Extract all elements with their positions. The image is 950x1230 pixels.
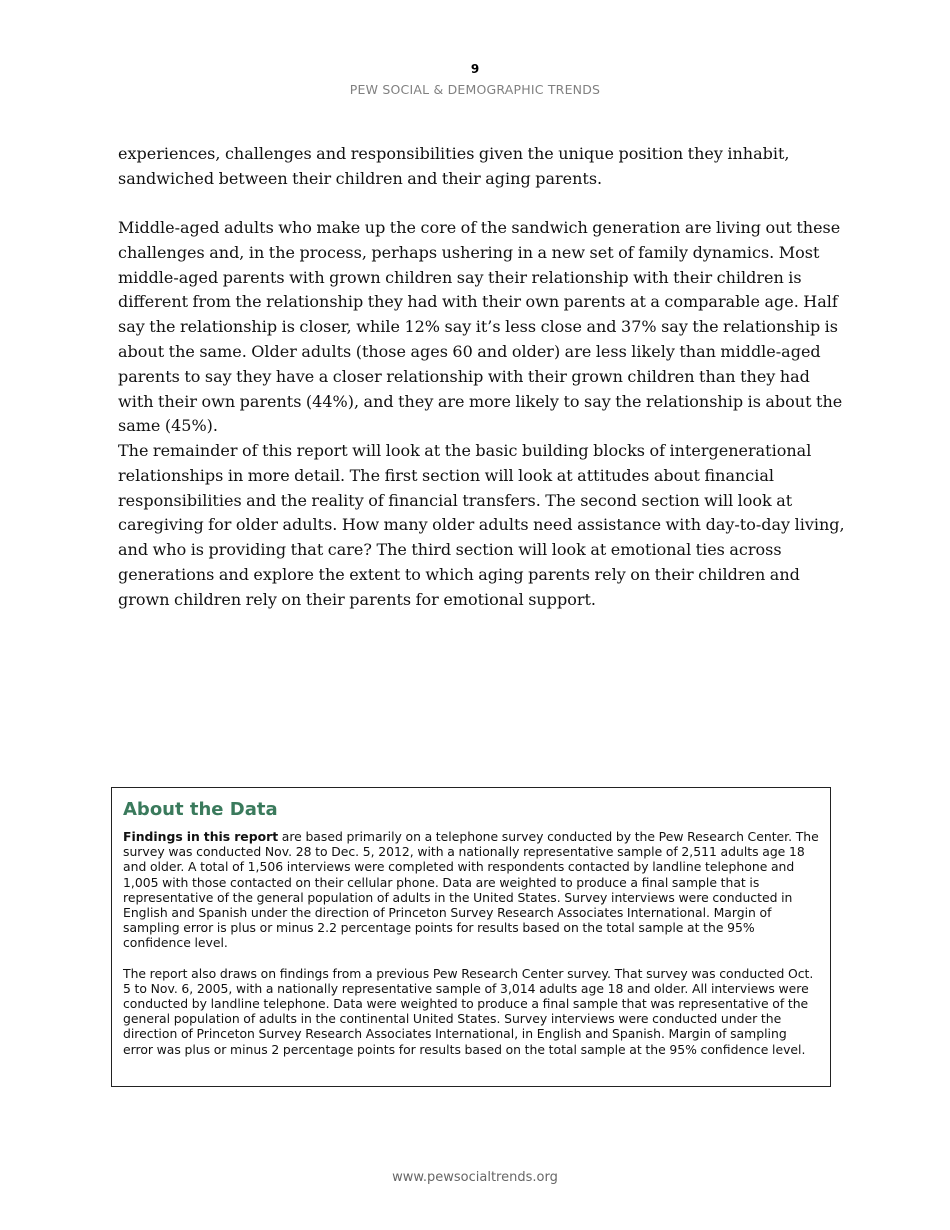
about-box-paragraph-1-text: are based primarily on a telephone survey conducted by the Pew Research Center. The survey was conducted Nov. 28 to Dec. 5, 2012, with a nationally representative sample of 2,511 adults age 18 and older. A total of 1,506 interviews were completed with respondents contacted by landline telephone and 1,005 with those contacted on their cellular phone. Data are weighted to produce a final sample that is representative of the general population of adults in the United States. Survey interviews were conducted in English and Spanish under the direction of Princeton Survey Research Associates International. Margin of sampling error is plus or minus 2.2 percentage points for results based on the total sample at the 95% confidence level. — [123, 829, 819, 951]
body-paragraph-3: The remainder of this report will look at the basic building blocks of intergenerational relationships in more detail. The first section will look at attitudes about financial responsibilities and the reality of financial transfers. The second section will look at caregiving for older adults. How many older adults need assistance with day-to-day living, and who is providing that care? The third section will look at emotional ties across generations and explore the extent to which aging parents rely on their children and grown children rely on their parents for emotional support. — [118, 441, 845, 609]
about-box-paragraph-1 — [123, 829, 820, 951]
page-number: 9 — [470, 62, 480, 76]
footer-url: www.pewsocialtrends.org — [392, 1170, 558, 1185]
about-box-title: About the Data — [123, 799, 278, 820]
body-paragraph-1: experiences, challenges and responsibilities given the unique position they inhabit, sandwiched between their children and their aging parents. — [118, 144, 790, 188]
about-the-data-box — [111, 787, 831, 1087]
about-box-paragraph-2: The report also draws on findings from a previous Pew Research Center survey. That survey was conducted Oct. 5 to Nov. 6, 2005, with a nationally representative sample of 3,014 adults age 18 and older. All interviews were conducted by landline telephone. Data were weighted to produce a final sample that was representative of the general population of adults in the continental United States. Survey interviews were conducted under the direction of Princeton Survey Research Associates International, in English and Spanish. Margin of sampling error was plus or minus 2 percentage points for results based on the total sample at the 95% confidence level. — [123, 965, 814, 1057]
about-box-lead-bold: Findings in this report — [123, 829, 279, 844]
running-header: PEW SOCIAL & DEMOGRAPHIC TRENDS — [349, 82, 601, 97]
body-paragraph-2: Middle-aged adults who make up the core of the sandwich generation are living out these challenges and, in the process, perhaps ushering in a new set of family dynamics. Most middle-aged parents with grown children say their relationship with their children is different from the relationship they had with their own parents at a comparable age. Half say the relationship is closer, while 12% say it’s less close and 37% say the relationship is about the same. Older adults (those ages 60 and older) are less likely than middle-aged parents to say they have a closer relationship with their grown children than they had with their own parents (44%), and they are more likely to say the relationship is about the same (45%). — [118, 218, 843, 436]
